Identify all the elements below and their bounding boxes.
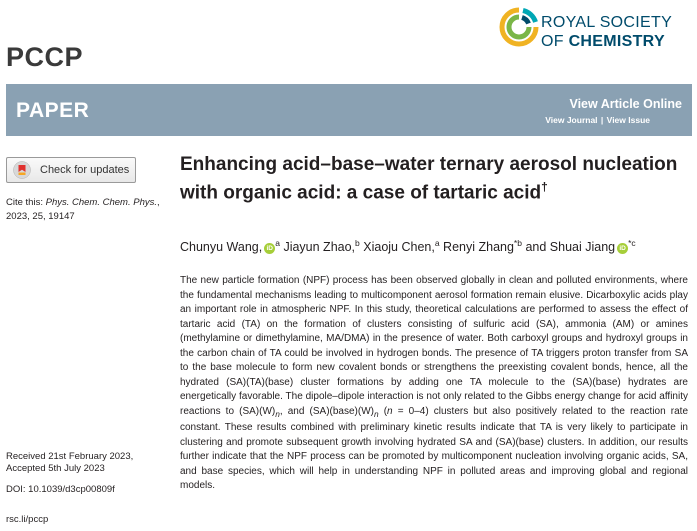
abstract-text: ( bbox=[378, 405, 388, 417]
crossmark-icon bbox=[13, 161, 31, 179]
author-name[interactable]: and Shuai Jiang bbox=[525, 240, 616, 255]
abstract bbox=[180, 274, 688, 494]
view-journal-link[interactable]: View Journal bbox=[545, 115, 598, 125]
publication-dates bbox=[6, 451, 171, 475]
accepted-date: Accepted 5th July 2023 bbox=[6, 463, 105, 474]
view-links bbox=[545, 115, 650, 125]
doi[interactable]: DOI: 10.1039/d3cp00809f bbox=[6, 484, 115, 495]
publisher-name-line1: ROYAL SOCIETY bbox=[541, 14, 673, 31]
abstract-variable: n bbox=[387, 405, 393, 417]
article-title-text: Enhancing acid–base–water ternary aerosol nucleation with organic acid: a case of tartaric acid bbox=[180, 154, 678, 204]
title-footnote-mark[interactable]: † bbox=[541, 180, 548, 194]
article-type-label: PAPER bbox=[16, 99, 90, 122]
abstract-subscript: n bbox=[373, 408, 379, 419]
citation bbox=[6, 196, 171, 224]
publisher-logo[interactable] bbox=[498, 6, 694, 56]
received-date: Received 21st February 2023, bbox=[6, 451, 134, 462]
author-list bbox=[180, 238, 692, 254]
citation-details: , 2023, 25, 19147 bbox=[6, 197, 160, 222]
abstract-text: = 0–4) clusters but also positively related to the reaction rate constant. These results combined with preliminary kinetic results indicate that TA is very likely to participate in clustering and promote subsequent growth involving hydrated SA and (SA)(base) clusters. In addition, our results further indicate that the NPF process can be promoted by multicomponent nucleation involving organic acids, SA, and base species, which will help in understanding NPF in polluted areas and improving global and regional models. bbox=[180, 405, 689, 491]
article-type-banner bbox=[6, 84, 692, 136]
citation-journal: Phys. Chem. Chem. Phys. bbox=[45, 197, 158, 208]
citation-prefix: Cite this: bbox=[6, 197, 46, 208]
author-affiliation: *c bbox=[628, 238, 636, 248]
view-article-online-link[interactable]: View Article Online bbox=[569, 97, 682, 111]
publisher-name-line2 bbox=[541, 33, 665, 51]
abstract-subscript: n bbox=[275, 408, 280, 419]
author-affiliation: *b bbox=[513, 238, 522, 248]
author-name[interactable]: Renyi Zhang bbox=[443, 240, 514, 255]
author-affiliation: b bbox=[355, 238, 360, 248]
abstract-text: The new particle formation (NPF) process has been observed globally in clean and polluted environments, where the fundamental mechanisms leading to multicomponent aerosol formation remain elusive. Dicarboxylic acids play an important role in atmospheric NPF. In this study, theoretical calculations are performed to assess the effect of tartaric acid (TA) on the formation of clusters consisting of sulfuric acid (SA), ammonia (AM) or amines (methylamine or dimethylamine, MA/DMA) in the presence of water. Both carboxyl groups and hydroxyl groups in the carbon chain of TA could be involved in hydrogen bonds. The presence of TA triggers proton transfer from SA to the base molecule to form new covalent bonds or strengthens the preexisting covalent bonds, hence, all the hydrated (SA)(TA)(base) cluster formations by adding one TA molecule to the (SA)(base) hydrates are energetically favorable. The dipole–dipole interaction is not only related to the Gibbs energy change for acid affinity reactions to (SA)(W) bbox=[180, 275, 688, 417]
article-title bbox=[180, 153, 685, 204]
check-for-updates-label: Check for updates bbox=[40, 164, 130, 176]
author-affiliation: a bbox=[275, 238, 280, 248]
publisher-name-bold: CHEMISTRY bbox=[568, 33, 665, 50]
publisher-name-prefix: OF bbox=[541, 33, 569, 50]
journal-website-link[interactable]: rsc.li/pccp bbox=[6, 514, 49, 525]
author-name[interactable]: Jiayun Zhao, bbox=[283, 240, 356, 255]
link-separator: | bbox=[600, 115, 604, 125]
author-name[interactable]: Chunyu Wang, bbox=[180, 240, 263, 255]
check-for-updates-button[interactable] bbox=[6, 157, 136, 183]
orcid-icon[interactable]: iD bbox=[264, 243, 275, 254]
orcid-icon[interactable]: iD bbox=[617, 243, 628, 254]
view-issue-link[interactable]: View Issue bbox=[606, 115, 650, 125]
abstract-text: , and (SA)(base)(W) bbox=[279, 405, 374, 417]
author-name[interactable]: Xiaoju Chen, bbox=[363, 240, 435, 255]
author-affiliation: a bbox=[434, 238, 440, 248]
rsc-logo-icon bbox=[498, 6, 540, 50]
journal-name: PCCP bbox=[6, 42, 84, 72]
